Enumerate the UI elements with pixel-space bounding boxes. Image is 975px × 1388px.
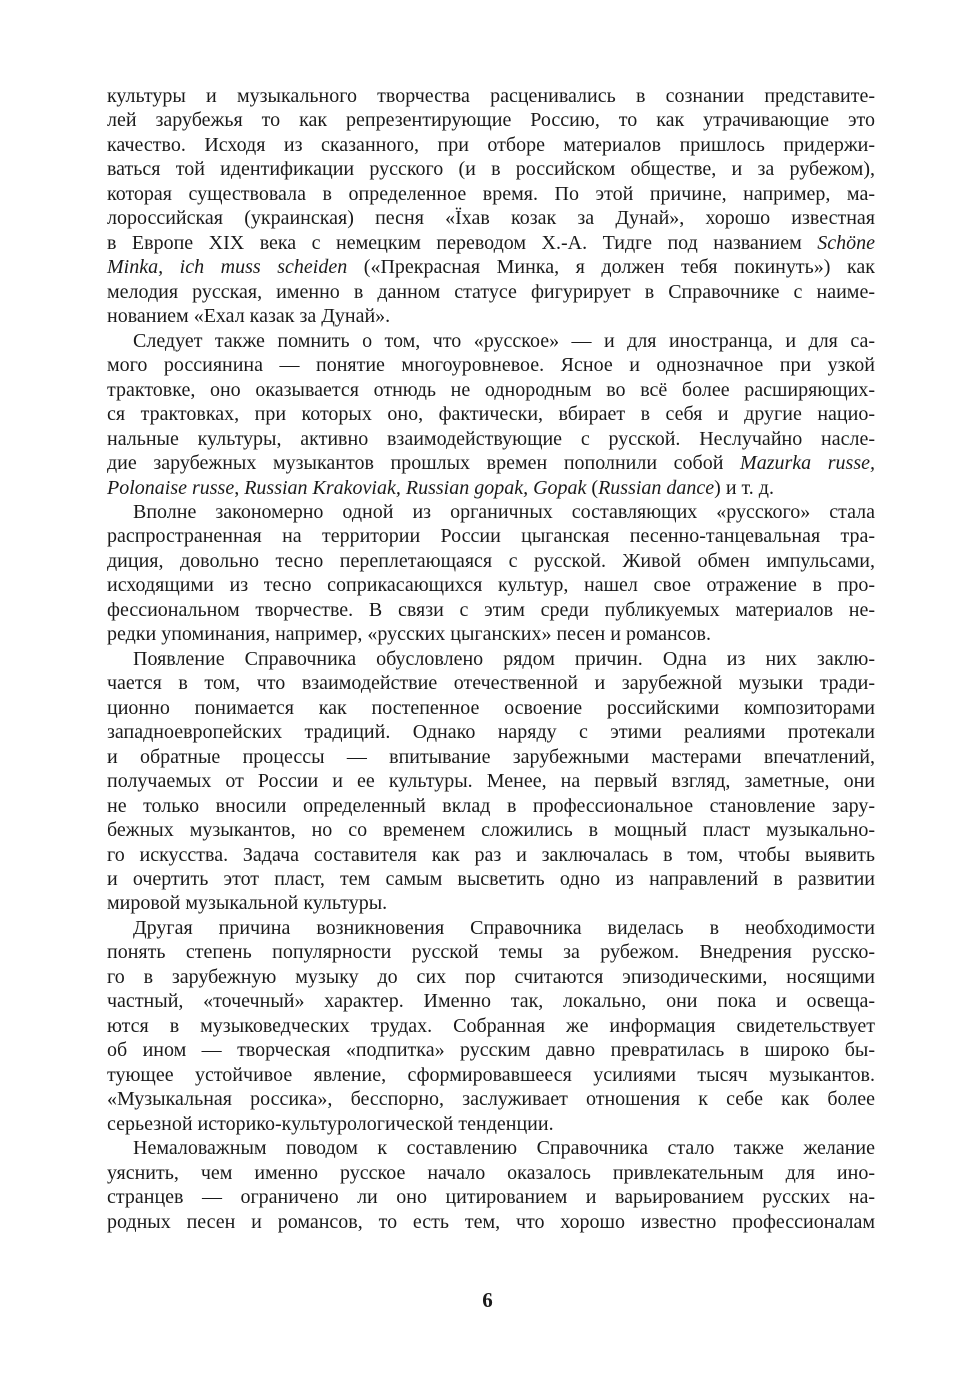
text-span: лороссийская (украинская) песня «Їхав козак за Дунай», хорошо известная [107,207,875,230]
text-span: не только вносили определенный вклад в профессиональное становление зару- [107,794,875,817]
text-span: Появление Справочника обусловлено рядом причин. Одна из них заклю- [133,647,875,670]
text-span: мого россиянина — понятие многоуровневое. Ясное и однозначное при узкой [107,354,875,377]
text-span: ваться той идентификации русского (и в российском обществе, и за рубежом), [107,158,875,181]
text-line [107,818,875,842]
text-line [107,720,875,744]
text-line [107,549,875,573]
text-line [107,989,875,1013]
italic-text: Polonaise russe [107,476,235,499]
text-span: го в зарубежную музыку до сих пор считаются эпизодическими, носящими [107,965,875,988]
page-number: 6 [482,1288,493,1312]
text-span: понять степень популярности русской темы за рубежом. Внедрения русско- [107,941,875,964]
text-span: которая существовала в определенное время. По этой причине, например, ма- [107,182,875,205]
text-line [107,231,875,255]
italic-text: Minka, ich muss scheiden [107,256,348,279]
text-line [107,378,875,402]
text-line [107,304,875,328]
text-line [107,965,875,989]
text-line [107,133,875,157]
text-span: и очертить этот пласт, тем самым высветить одно из направлений в развитии [107,868,875,890]
text-line [107,671,875,695]
text-line [107,182,875,206]
italic-text: Schöne [817,231,875,254]
text-line [107,84,875,108]
text-span: го искусства. Задача составителя как раз и заключалась в том, чтобы выявить [107,843,875,866]
text-span: странцев — ограничено ли оно цитированием и варьированием русских на- [107,1186,875,1209]
text-line [107,843,875,867]
text-line [107,500,875,524]
paragraph [107,916,875,1136]
text-span: ся трактовках, при которых оно, фактически, вбирает в себя и другие нацио- [107,403,875,426]
text-span: нальные культуры, активно взаимодействующие с русской. Неслучайно насле- [107,427,875,450]
text-line [107,1112,875,1136]
paragraph [107,329,875,500]
text-line [107,940,875,964]
text-span: в Европе XIX века с немецким переводом Х.-А. Тидге под названием [107,231,818,254]
text-span: («Прекрасная Минка, я должен тебя покинуть») как [347,256,875,279]
text-line [107,476,875,500]
text-span: серьезной историко-культурологической тенденции. [107,1112,554,1135]
text-span: трактовке, оно оказывается отнюдь не однородным во всё более расширяющих- [107,378,875,401]
body-text [107,84,875,1234]
text-span: родных песен и романсов, то есть тем, что хорошо известно профессионалам [107,1210,875,1233]
text-span: «Музыкальная россика», бесспорно, заслуживает отношения к себе как более [107,1088,875,1111]
text-line [107,1210,875,1234]
text-span: диция, довольно тесно переплетающаяся с русской. Живой обмен импульсами, [107,549,875,572]
text-span: нованием «Ехал казак за Дунай». [107,305,391,328]
text-span: западноевропейских традиций. Однако наряду с этими реалиями протекали [107,721,875,744]
text-span: чается в том, что взаимодействие отечественной и зарубежной музыки тради- [107,672,875,695]
text-span: Следует также помнить о том, что «русское» — и для иностранца, и для са- [133,329,875,352]
text-span: уяснить, чем именно русское начало оказалось привлекательным для ино- [107,1161,875,1184]
text-span: лей зарубежья то как репрезентирующие Россию, то как утрачивающие это [107,109,875,132]
italic-text: Russian Krakoviak, Russian gopak, Gopak [244,476,587,499]
text-span: ( [586,476,599,499]
text-line [107,1014,875,1038]
text-line [107,647,875,671]
text-span: мировой музыкальной культуры. [107,892,388,915]
text-line [107,157,875,181]
text-span: редки упоминания, например, «русских цыганских» песен и романсов. [107,623,711,646]
text-line [107,769,875,793]
text-span: Немаловажным поводом к составлению Справочника стало также желание [133,1137,875,1160]
text-line [107,696,875,720]
text-line [107,573,875,597]
text-span: ционно понимается как постепенное освоение российскими композиторами [107,696,875,719]
text-line [107,524,875,548]
text-span: распространенная на территории России цыганская песенно-танцевальная тра- [107,525,875,548]
text-span: об ином — творческая «подпитка» русским давно превратилась в широко бы- [107,1039,875,1062]
text-line [107,206,875,230]
text-line [107,353,875,377]
text-line [107,108,875,132]
text-span: качество. Исходя из сказанного, при отборе материалов пришлось придержи- [107,133,875,156]
paragraph [107,500,875,647]
text-line [107,255,875,279]
text-line [107,1185,875,1209]
text-span: Вполне закономерно одной из органичных составляющих «русского» стала [133,500,875,523]
text-line [107,1063,875,1087]
text-line [107,1038,875,1062]
text-span: мелодия русская, именно в данном статусе фигурирует в Справочнике с наиме- [107,280,875,303]
paragraph [107,84,875,329]
text-span: культуры и музыкального творчества расценивались в сознании представите- [107,85,875,107]
text-line [107,622,875,646]
text-line [107,329,875,353]
text-line [107,402,875,426]
text-span: бежных музыкантов, но со временем сложились в мощный пласт музыкально- [107,819,875,842]
text-line [107,794,875,818]
text-span: дие зарубежных музыкантов прошлых времен пополнили собой [107,452,741,475]
text-span: фессиональном творчестве. В связи с этим среди публикуемых материалов не- [107,598,875,621]
text-line [107,598,875,622]
text-span: , [234,476,245,499]
text-span: ются в музыковедческих трудах. Собранная же информация свидетельствует [107,1014,875,1037]
text-span: и обратные процессы — впитывание зарубежными мастерами впечатлений, [107,745,875,768]
text-line [107,1087,875,1111]
text-span: ) и т. д. [714,476,774,499]
italic-text: Mazurka russe, [740,452,875,475]
text-line [107,891,875,915]
text-span: исходящими из тесно соприкасающихся культур, нашел свое отражение в про- [107,574,875,597]
text-line [107,916,875,940]
text-line [107,427,875,451]
text-line [107,451,875,475]
paragraph [107,1136,875,1234]
text-span: получаемых от России и ее культуры. Менее, на первый взгляд, заметные, они [107,770,875,793]
text-line [107,280,875,304]
text-line [107,745,875,769]
text-span: частный, «точечный» характер. Именно так, локально, они пока и освеща- [107,990,875,1013]
text-line [107,1161,875,1185]
text-span: тующее устойчивое явление, сформировавшееся усилиями тысяч музыкантов. [107,1063,875,1086]
paragraph [107,647,875,916]
italic-text: Russian dance [598,476,715,499]
text-line [107,1136,875,1160]
text-span: Другая причина возникновения Справочника виделась в необходимости [133,916,875,939]
text-line [107,867,875,891]
